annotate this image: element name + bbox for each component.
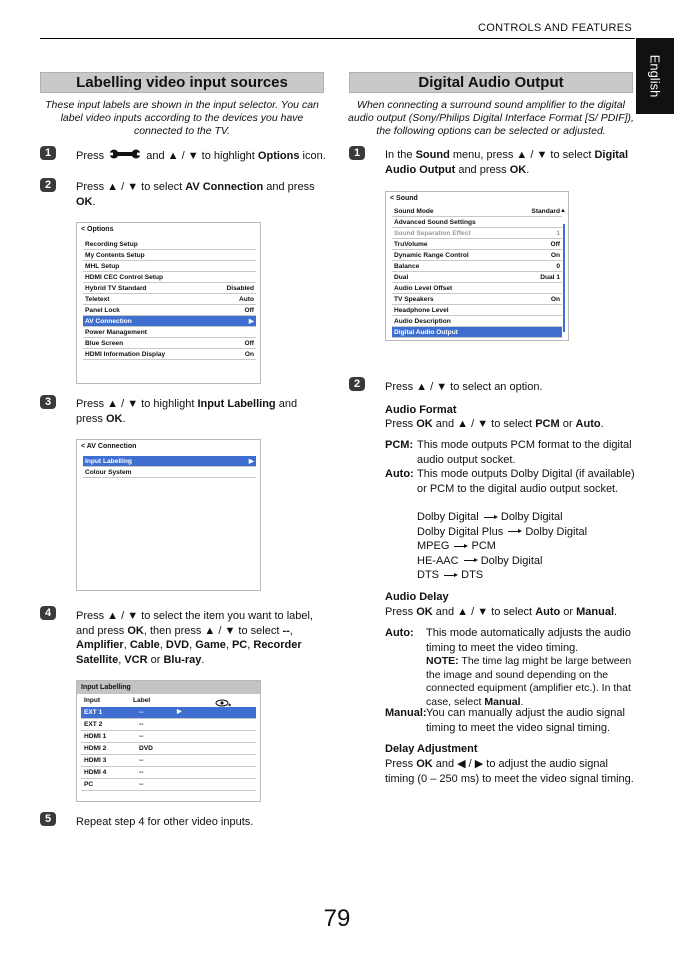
conversion-item: [417, 539, 635, 554]
left-intro: These input labels are shown in the input selector. You can label video inputs according to the devices you have connected to the TV.: [45, 99, 319, 137]
sound-menu-item[interactable]: [392, 228, 562, 239]
options-menu-item[interactable]: [83, 294, 256, 305]
options-menu-item[interactable]: [83, 239, 256, 250]
sound-menu-item[interactable]: [392, 217, 562, 228]
table-row[interactable]: [81, 767, 256, 779]
sound-menu-item[interactable]: [392, 261, 562, 272]
options-menu-item[interactable]: [83, 283, 256, 294]
options-menu-item-label: Panel Lock: [85, 306, 120, 314]
table-cell-input: HDMI 4: [84, 769, 107, 776]
audio-format-heading: Audio Format: [385, 404, 457, 416]
options-menu-item-value: Auto: [238, 295, 254, 303]
sound-menu-item[interactable]: [392, 239, 562, 250]
step-3-text: Press ▲ / ▼ to highlight Input Labelling and press OK.: [76, 398, 298, 425]
step-5-text: Repeat step 4 for other video inputs.: [76, 816, 254, 828]
sound-menu-item[interactable]: [392, 316, 562, 327]
table-cell-label: --: [139, 721, 144, 728]
table-cell-input: HDMI 1: [84, 733, 107, 740]
column-header-input: Input: [84, 697, 101, 704]
table-cell-label: --: [139, 781, 144, 788]
options-wrench-icon: [109, 148, 141, 165]
options-menu-item-label: AV Connection: [85, 317, 132, 325]
sound-menu-item[interactable]: [392, 294, 562, 305]
options-menu-screenshot: [76, 222, 261, 384]
table-cell-label: DVD: [139, 745, 153, 752]
step-2-number: 2: [40, 178, 56, 192]
page-number: 79: [323, 905, 351, 932]
auto-description: This mode outputs Dolby Digital (if available) or PCM to the digital audio output socket.: [417, 468, 635, 495]
input-labelling-screenshot: [76, 680, 261, 802]
table-cell-label: --: [139, 769, 144, 776]
av-menu-item-label: Input Labelling: [85, 457, 132, 465]
table-cell-input: HDMI 3: [84, 757, 107, 764]
delay-adjustment-text: Press OK and ◀ / ▶ to adjust the audio signal timing (0 – 250 ms) to meet the video signal timing.: [385, 758, 634, 785]
language-tab: [636, 38, 674, 114]
delay-auto-description: This mode automatically adjusts the audio timing to meet the video timing.: [426, 627, 631, 654]
audio-format-line: Press OK and ▲ / ▼ to select PCM or Auto.: [385, 418, 604, 430]
column-header-label: Label: [133, 697, 151, 704]
options-menu-item[interactable]: [83, 250, 256, 261]
sound-menu-item-label: Sound Separation Effect: [394, 229, 471, 237]
right-arrow-icon: [444, 575, 456, 576]
sound-menu-list: [392, 206, 562, 338]
delay-note: NOTE: The time lag might be large between the image and sound depending on the connected equipment (amplifier etc.). In that case, select Manual.: [426, 655, 632, 708]
conversion-from: HE-AAC: [417, 554, 459, 567]
conversion-from: DTS: [417, 569, 439, 581]
av-menu-item[interactable]: [83, 456, 256, 467]
conversion-to: PCM: [471, 540, 496, 552]
sound-menu-item-label: Dynamic Range Control: [394, 251, 469, 259]
sound-menu-item-value: 0: [556, 262, 560, 270]
step-3-number: 3: [40, 395, 56, 409]
input-labelling-table: [81, 707, 256, 791]
delay-manual-term: Manual:: [385, 707, 427, 719]
scroll-up-icon: ▲: [560, 208, 566, 214]
options-menu-item[interactable]: [83, 316, 256, 327]
options-menu-item-label: HDMI Information Display: [85, 350, 166, 358]
sound-menu-item-label: TV Speakers: [394, 295, 434, 303]
step-1-text: Press and ▲ / ▼ to highlight Options icon.: [76, 148, 331, 165]
table-row[interactable]: [81, 755, 256, 767]
right-arrow-icon: [484, 517, 496, 518]
table-cell-arrow: ▶: [177, 709, 182, 715]
options-menu-item[interactable]: [83, 305, 256, 316]
sound-menu-item[interactable]: [392, 305, 562, 316]
sound-menu-item-label: Audio Level Offset: [394, 284, 453, 292]
audio-delay-heading: Audio Delay: [385, 591, 449, 603]
sound-menu-item-value: On: [550, 251, 560, 259]
section-header: CONTROLS AND FEATURES: [477, 22, 632, 34]
sound-menu-item[interactable]: [392, 327, 562, 338]
step-4-text: Press ▲ / ▼ to select the item you want to label, and press OK, then press ▲ / ▼ to select --, Amplifier, Cable, DVD, Game, PC, Recorder Satellite, VCR or Blu-ray.: [76, 610, 313, 666]
table-cell-label: --: [139, 733, 144, 740]
options-menu-item-value: Off: [244, 339, 254, 347]
right-step-2-text: Press ▲ / ▼ to select an option.: [385, 381, 543, 393]
left-section-title: Labelling video input sources: [40, 72, 324, 93]
options-menu-item-value: Off: [244, 306, 254, 314]
sound-menu-item-label: TruVolume: [394, 240, 428, 248]
format-conversion-list: [417, 510, 635, 583]
sound-menu-item-label: Digital Audio Output: [394, 328, 458, 336]
table-cell-input: EXT 1: [84, 709, 103, 716]
right-step-1-number: 1: [349, 146, 365, 160]
sound-menu-title: < Sound: [390, 195, 418, 202]
conversion-item: [417, 525, 635, 540]
sound-menu-item-value: 1: [556, 229, 560, 237]
sound-menu-item-value: On: [550, 295, 560, 303]
options-menu-item[interactable]: [83, 272, 256, 283]
sound-menu-item[interactable]: [392, 272, 562, 283]
right-arrow-icon: [454, 546, 466, 547]
av-menu-item[interactable]: [83, 467, 256, 478]
conversion-from: Dolby Digital Plus: [417, 525, 504, 538]
options-menu-item[interactable]: [83, 338, 256, 349]
sound-menu-screenshot: [385, 191, 569, 341]
options-menu-item-label: My Contents Setup: [85, 251, 145, 259]
input-labelling-title: Input Labelling: [81, 684, 131, 691]
options-menu-item-label: Power Management: [85, 328, 147, 336]
conversion-item: [417, 510, 635, 525]
sound-menu-item[interactable]: [392, 206, 562, 217]
table-row[interactable]: [81, 779, 256, 791]
options-menu-item-label: MHL Setup: [85, 262, 120, 270]
conversion-from: Dolby Digital: [417, 511, 479, 523]
language-tab-label: English: [647, 54, 663, 98]
options-menu-item-label: Blue Screen: [85, 339, 124, 347]
options-menu-item[interactable]: [83, 349, 256, 360]
right-arrow-icon: [508, 531, 520, 532]
auto-term: Auto:: [385, 468, 414, 480]
conversion-to: Dolby Digital: [480, 554, 543, 567]
table-cell-input: EXT 2: [84, 721, 103, 728]
conversion-item: [417, 554, 635, 569]
sound-menu-item-label: Advanced Sound Settings: [394, 218, 476, 226]
options-menu-list: [83, 239, 256, 360]
sound-menu-item[interactable]: [392, 283, 562, 294]
av-menu-list: [83, 456, 256, 478]
audio-delay-line: Press OK and ▲ / ▼ to select Auto or Manual.: [385, 606, 618, 618]
step-2-text: Press ▲ / ▼ to select AV Connection and press OK.: [76, 181, 315, 208]
sound-menu-item[interactable]: [392, 250, 562, 261]
sound-menu-item-label: Sound Mode: [394, 207, 434, 215]
right-step-2-number: 2: [349, 377, 365, 391]
table-row[interactable]: [81, 743, 256, 755]
step-1-number: 1: [40, 146, 56, 160]
pcm-term: PCM:: [385, 439, 414, 451]
av-menu-item-value: ▶: [248, 458, 254, 465]
av-connection-menu-screenshot: [76, 439, 261, 591]
options-menu-item-value: On: [244, 350, 254, 358]
table-cell-input: PC: [84, 781, 94, 788]
pcm-description: This mode outputs PCM format to the digital audio output socket.: [417, 439, 632, 466]
av-menu-item-label: Colour System: [85, 468, 132, 476]
right-arrow-icon: [464, 560, 476, 561]
conversion-item: [417, 568, 635, 583]
options-menu-item[interactable]: [83, 261, 256, 272]
sound-menu-scrollbar: [563, 224, 565, 332]
conversion-to: DTS: [461, 569, 484, 581]
sound-menu-item-value: Standard: [531, 207, 560, 215]
table-cell-label: --: [139, 709, 144, 716]
options-menu-item[interactable]: [83, 327, 256, 338]
sound-menu-item-label: Dual: [394, 273, 409, 281]
right-intro: When connecting a surround sound amplifier to the digital audio output (Sony/Philips Digital Interface Format [S/ PDIF]), the following options can be selected or adjusted.: [348, 99, 634, 137]
conversion-to: Dolby Digital: [525, 525, 588, 538]
input-labelling-titlebar: [77, 681, 260, 694]
options-menu-item-label: Teletext: [85, 295, 110, 303]
right-section-title: Digital Audio Output: [349, 72, 633, 93]
table-row[interactable]: [81, 707, 256, 719]
sound-menu-item-value: Off: [550, 240, 560, 248]
options-menu-title: < Options: [81, 226, 114, 233]
conversion-from: MPEG: [417, 540, 450, 552]
delay-manual-description: You can manually adjust the audio signal timing to meet the video signal timing.: [426, 707, 625, 734]
sound-menu-item-label: Balance: [394, 262, 420, 270]
right-step-1-text: In the Sound menu, press ▲ / ▼ to select Digital Audio Output and press OK.: [385, 149, 629, 176]
delay-auto-term: Auto:: [385, 627, 414, 639]
av-menu-title: < AV Connection: [81, 443, 137, 450]
sound-menu-item-label: Headphone Level: [394, 306, 449, 314]
sound-menu-item-value: Dual 1: [540, 273, 560, 281]
options-menu-item-value: Disabled: [226, 284, 254, 292]
options-menu-item-value: ▶: [248, 318, 254, 325]
table-row[interactable]: [81, 731, 256, 743]
conversion-to: Dolby Digital: [500, 511, 563, 523]
table-row[interactable]: [81, 719, 256, 731]
options-menu-item-label: Recording Setup: [85, 240, 138, 248]
step-5-number: 5: [40, 812, 56, 826]
delay-adjustment-heading: Delay Adjustment: [385, 743, 478, 755]
options-menu-item-label: HDMI CEC Control Setup: [85, 273, 164, 281]
header-rule: [40, 38, 635, 39]
table-cell-input: HDMI 2: [84, 745, 107, 752]
sound-menu-item-label: Audio Description: [394, 317, 451, 325]
table-cell-label: --: [139, 757, 144, 764]
options-menu-item-label: Hybrid TV Standard: [85, 284, 147, 292]
step-4-number: 4: [40, 606, 56, 620]
